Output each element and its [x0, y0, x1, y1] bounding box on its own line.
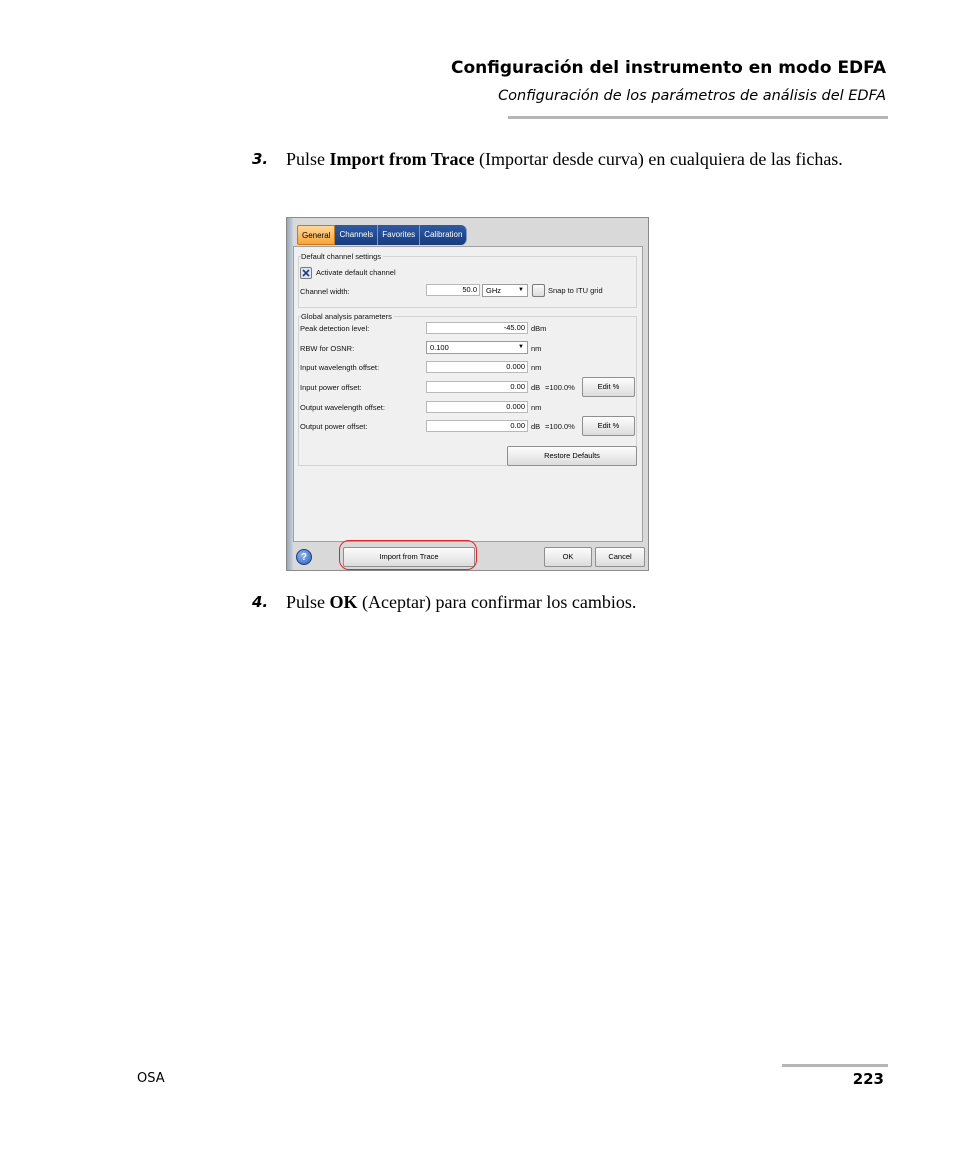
highlight-circle: [339, 540, 477, 570]
default-channel-group: [298, 256, 637, 308]
step-3-bold: Import from Trace: [329, 149, 475, 169]
channel-width-unit-select[interactable]: GHz ▼: [482, 284, 528, 297]
output-wavelength-offset-unit: nm: [531, 403, 542, 412]
check-x-icon: [301, 268, 311, 278]
tab-calibration[interactable]: Calibration: [420, 225, 467, 245]
activate-default-label: Activate default channel: [316, 268, 396, 277]
snap-itu-checkbox[interactable]: [532, 284, 545, 297]
global-group-legend: Global analysis parameters: [301, 312, 392, 321]
chevron-down-icon: ▼: [518, 344, 524, 350]
cancel-button[interactable]: Cancel: [595, 547, 645, 567]
restore-defaults-button[interactable]: Restore Defaults: [507, 446, 637, 466]
tab-favorites[interactable]: Favorites: [378, 225, 420, 245]
input-wavelength-offset-unit: nm: [531, 363, 542, 372]
import-from-trace-button[interactable]: Import from Trace: [343, 547, 475, 567]
default-group-legend: Default channel settings: [301, 252, 382, 261]
analysis-setup-dialog: [286, 217, 649, 571]
ok-button[interactable]: OK: [544, 547, 592, 567]
tab-bar: [297, 225, 467, 245]
input-edit-percent-button[interactable]: Edit %: [582, 377, 635, 397]
input-wavelength-offset-label: Input wavelength offset:: [300, 363, 380, 372]
tab-general[interactable]: General: [297, 225, 335, 245]
running-header-title: Configuración del instrumento en modo EDFA: [450, 58, 886, 78]
output-power-offset-input[interactable]: 0.00: [426, 420, 528, 432]
step-4-text: Pulse OK (Aceptar) para confirmar los cambios.: [286, 592, 637, 612]
input-power-offset-label: Input power offset:: [300, 383, 362, 392]
page-number: 223: [852, 1070, 884, 1088]
tab-channels[interactable]: Channels: [335, 225, 378, 245]
snap-itu-label: Snap to ITU grid: [548, 286, 603, 295]
footer-product: OSA: [137, 1071, 165, 1086]
step-4-number: 4.: [252, 593, 269, 611]
output-wavelength-offset-input[interactable]: 0.000: [426, 401, 528, 413]
rbw-osnr-label: RBW for OSNR:: [300, 344, 355, 353]
step-4-bold: OK: [329, 592, 358, 612]
general-panel: [293, 246, 643, 542]
input-power-offset-unit: dB: [531, 383, 541, 392]
channel-width-input[interactable]: 50.0: [426, 284, 480, 296]
output-power-offset-unit: dB: [531, 422, 541, 431]
peak-detection-label: Peak detection level:: [300, 324, 370, 333]
peak-detection-input[interactable]: -45.00: [426, 322, 528, 334]
channel-width-label: Channel width:: [300, 287, 350, 296]
help-button[interactable]: ?: [296, 549, 312, 565]
output-power-percent: =100.0%: [545, 422, 575, 431]
rbw-osnr-select[interactable]: 0.100 ▼: [426, 341, 528, 354]
output-edit-percent-button[interactable]: Edit %: [582, 416, 635, 436]
step-3-text: Pulse Import from Trace (Importar desde curva) en cualquiera de las fichas.: [286, 149, 843, 169]
input-wavelength-offset-input[interactable]: 0.000: [426, 361, 528, 373]
peak-detection-unit: dBm: [531, 324, 547, 333]
rbw-osnr-unit: nm: [531, 344, 542, 353]
input-power-percent: =100.0%: [545, 383, 575, 392]
activate-default-checkbox[interactable]: [300, 267, 312, 279]
header-rule: [508, 116, 888, 119]
step-3-number: 3.: [252, 150, 269, 168]
output-wavelength-offset-label: Output wavelength offset:: [300, 403, 385, 412]
footer-rule: [782, 1064, 888, 1067]
output-power-offset-label: Output power offset:: [300, 422, 368, 431]
input-power-offset-input[interactable]: 0.00: [426, 381, 528, 393]
chevron-down-icon: ▼: [518, 287, 524, 293]
running-header-subtitle: Configuración de los parámetros de análisis del EDFA: [498, 88, 886, 104]
